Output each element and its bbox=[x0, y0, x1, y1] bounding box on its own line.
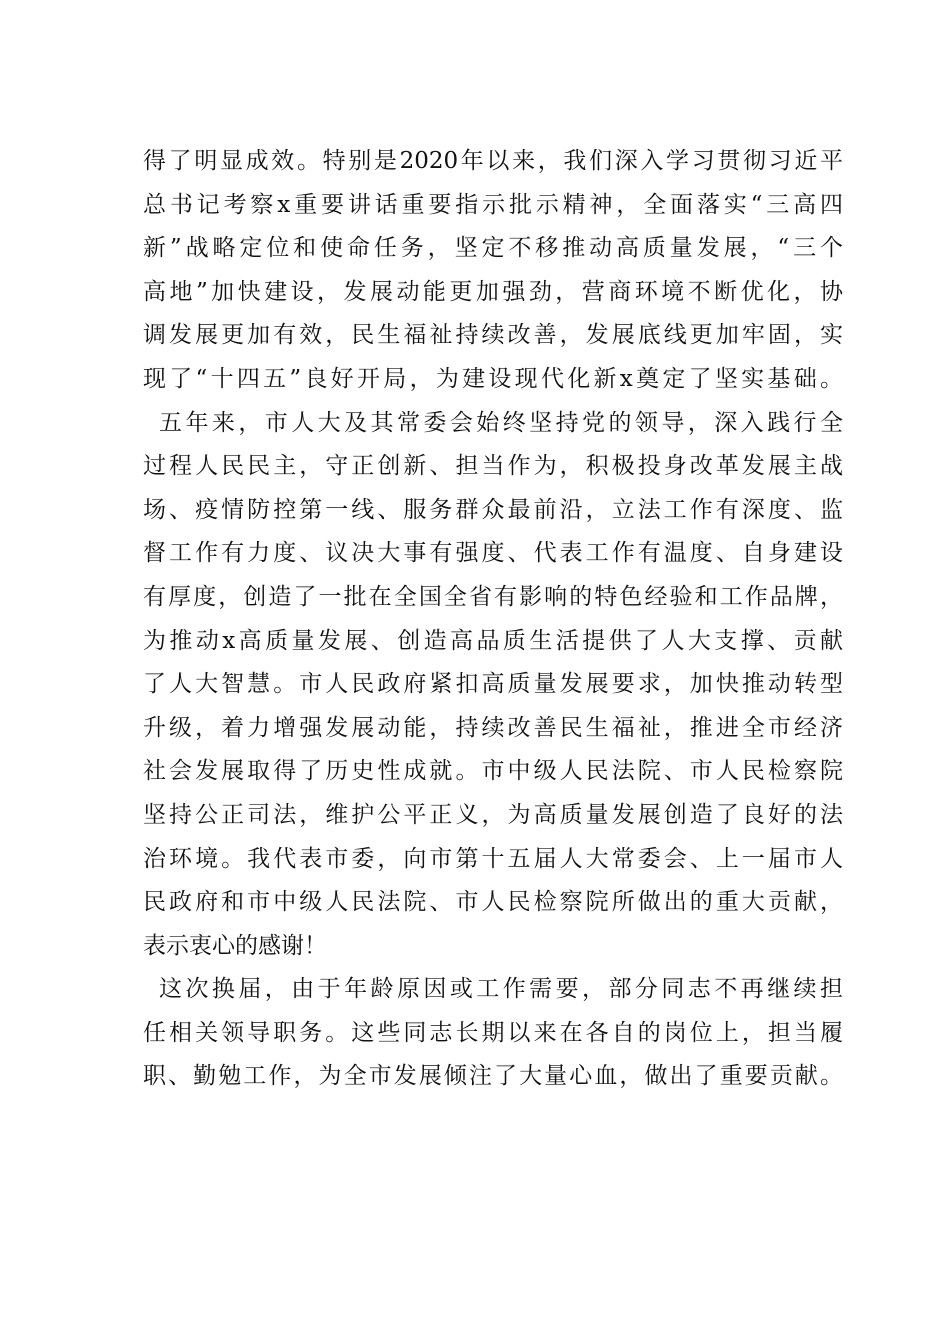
paragraph-line: 督工作有力度、议决大事有强度、代表工作有温度、自身建设 bbox=[143, 540, 843, 567]
paragraph-line: 总书记考察x重要讲话重要指示批示精神，全面落实“三高四 bbox=[143, 191, 843, 218]
paragraph-line: 坚持公正司法，维护公平正义，为高质量发展创造了良好的法 bbox=[143, 801, 843, 828]
document-body bbox=[143, 140, 843, 1099]
paragraph-line: 有厚度，创造了一批在全国全省有影响的特色经验和工作品牌， bbox=[143, 583, 843, 610]
paragraph-line: 了人大智慧。市人民政府紧扣高质量发展要求，加快推动转型 bbox=[143, 671, 843, 698]
paragraph-line: 升级，着力增强发展动能，持续改善民生福祉，推进全市经济 bbox=[143, 714, 843, 741]
paragraph-line: 得了明显成效。特别是2020年以来，我们深入学习贯彻习近平 bbox=[143, 148, 843, 174]
paragraph-line: 调发展更加有效，民生福祉持续改善，发展底线更加牢固，实 bbox=[143, 322, 843, 349]
paragraph-line: 过程人民民主，守正创新、担当作为，积极投身改革发展主战 bbox=[143, 453, 843, 480]
paragraph-line: 现了“十四五”良好开局，为建设现代化新x奠定了坚实基础。 bbox=[143, 365, 843, 392]
paragraph-line: 社会发展取得了历史性成就。市中级人民法院、市人民检察院 bbox=[143, 758, 843, 785]
paragraph-line: 表示衷心的感谢！ bbox=[143, 932, 327, 959]
paragraph-line: 高地”加快建设，发展动能更加强劲，营商环境不断优化，协 bbox=[143, 278, 843, 305]
paragraph-line: 职、勤勉工作，为全市发展倾注了大量心血，做出了重要贡献。 bbox=[143, 1063, 843, 1090]
paragraph-line: 新”战略定位和使命任务，坚定不移推动高质量发展，“三个 bbox=[143, 235, 843, 262]
paragraph-line: 民政府和市中级人民法院、市人民检察院所做出的重大贡献， bbox=[143, 889, 843, 916]
paragraph-line: 任相关领导职务。这些同志长期以来在各自的岗位上，担当履 bbox=[143, 1019, 843, 1046]
paragraph-first-line: 这次换届，由于年龄原因或工作需要，部分同志不再继续担 bbox=[159, 976, 843, 1003]
paragraph-first-line: 五年来，市人大及其常委会始终坚持党的领导，深入践行全 bbox=[159, 409, 843, 436]
paragraph-line: 治环境。我代表市委，向市第十五届人大常委会、上一届市人 bbox=[143, 845, 843, 872]
paragraph-line: 场、疫情防控第一线、服务群众最前沿，立法工作有深度、监 bbox=[143, 496, 843, 523]
paragraph-line: 为推动x高质量发展、创造高品质生活提供了人大支撑、贡献 bbox=[143, 627, 843, 654]
